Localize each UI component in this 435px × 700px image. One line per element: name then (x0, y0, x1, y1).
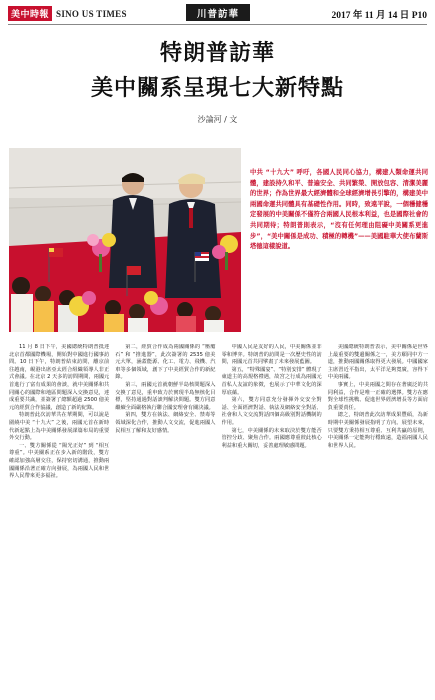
paragraph: 第六，雙方同意充分發揮外交安全對話、全面經濟對話、執法及網絡安全對話、社會和人文交流對話四個高級別對話機制的作用。 (221, 397, 322, 426)
paragraph: 一、雙方關係從 “陽光正好” 到 “相互尊重”。中美關系正在步入新的階段，雙方確認加強高層交往，保持密切溝通，推動兩國關係沿著正確方向發展，為兩國人民和世界人民帶來更多福祉。 (9, 442, 110, 480)
publication-logo (8, 6, 127, 21)
headline-line-1: 特朗普訪華 (159, 41, 275, 66)
paragraph: 第七，中美關係的未來取決於雙方能否管控分歧、聚焦合作。兩國應尊重彼此核心利益和重大關切，妥善處理敏感問題。 (221, 427, 322, 449)
paragraph: 總之，特朗普此次訪華成果豐碩，為新時期中美關係發展指明了方向。展望未來，只要雙方秉持相互尊重、互利共贏的原則，中美關係一定能夠行穩致遠，造福兩國人民和世界人民。 (327, 412, 428, 449)
body-column-3 (222, 344, 322, 692)
body-column-1 (9, 344, 109, 692)
issue-date: 2017 年 11 月 14 日 (331, 11, 410, 21)
page-number: P10 (411, 11, 427, 21)
dateline (331, 7, 427, 21)
masthead-divider (8, 24, 427, 25)
article-body (9, 344, 428, 692)
body-column-4 (328, 344, 428, 692)
paragraph: 第三，兩國元首就朝鮮半島核問題深入交換了意見，重申致力於實現半島無核化目標，堅持通過對話談判解決問題。雙方同意繼續全面嚴格執行聯合國安理會有關決議。 (115, 381, 216, 411)
section-tag: 川普訪華 (186, 4, 250, 21)
logo-english-name: SINO US TIMES (56, 8, 127, 19)
paragraph: 第五，“特殊國宴”、“特別安排” 體現了東道主的高規格禮遇，故宮之行成為兩國元首私人友誼的象徵，也展示了中華文化的深厚底蘊。 (221, 366, 322, 396)
lead-photo-illustration (9, 148, 241, 332)
paragraph: 事實上，中美兩國之間存在著廣泛的共同利益，合作是唯一正確的選擇。雙方在應對全球性挑戰、促進世界經濟增長等方面肩負重要責任。 (327, 381, 428, 411)
paragraph: 第四，雙方在執法、網絡安全、禁毒等領域深化合作，推動人文交流，促進兩國人民相互了解和友好感情。 (115, 412, 216, 434)
body-column-2 (115, 344, 215, 692)
masthead (0, 0, 435, 26)
byline: 沙論河 / 文 (197, 115, 238, 124)
article-intro: 中共 “十九大” 呼吁，各國人民同心協力，構建人類命運共同體，建設持久和平、普遍安全、共同繁榮、開放包容、清潔美麗的世界；作為世界最大經濟體和全球經濟增長引擎的，構建美中兩國命運共同體具有基礎性作用。同時，致遠平說，一個穩健穩定發展的中美關係不僅符合兩國人民根本利益，也是國際社會的共同期待；特朗普則表示，“沒有任何理由阻礙中美關系更進步”，“美中關係是成功、積極的轉機”——美國駐華大使布蘭斯塔德這樣說道。 (250, 169, 428, 251)
paragraph: 第二，經貿合作成為兩國關係的 “壓艙石” 和 “推進器”，此次簽署的 2535 億美元大單，涵蓋能源、化工、電力、飛機、汽車等多個領域，創下了中美經貿合作的新紀錄。 (115, 344, 216, 381)
paragraph: 美國總統特朗普表示，美中關係是世界上最重要的雙邊關係之一，美方願同中方一道，推動兩國關係取得更大發展。中國國家主席習近平指出，太平洋足夠寬廣，容得下中美兩國。 (327, 344, 428, 381)
lead-photo (9, 148, 241, 332)
logo-chinese-name: 美中時報 (8, 6, 52, 21)
headline-line-2: 美中關系呈現七大新特點 (90, 76, 344, 101)
paragraph: 中國人民是友好的人民，中美關係並非零和博弈。特朗普的訪問是一次歷史性的訪問，兩國元首共同擘畫了未來發展藍圖。 (221, 344, 322, 366)
paragraph: 11 月 8 日下午，美國總統特朗普抵達北京首都國際機場，開始對中國進行國事訪問。10 日下午，特朗普結束訪問，離京前往越南，峴港出席亞太經合組織領導人非正式會議。在北京 2 天多的訪問期間，兩國元首進行了富有成果的會談，就中美關係和共同關心的國際和地區問題深入交換意見，達成重要共識，並簽署了總額超過 2500 億美元的經貿合作協議，創造了新的紀錄。 (9, 344, 110, 411)
paragraph: 特朗普此次訪華共在華期間，可以說是圍繞中美 “十九大” 之後，兩國元首在新時代新起點上為中美關係發展謀篇布局的重要外交行動。 (9, 412, 110, 442)
